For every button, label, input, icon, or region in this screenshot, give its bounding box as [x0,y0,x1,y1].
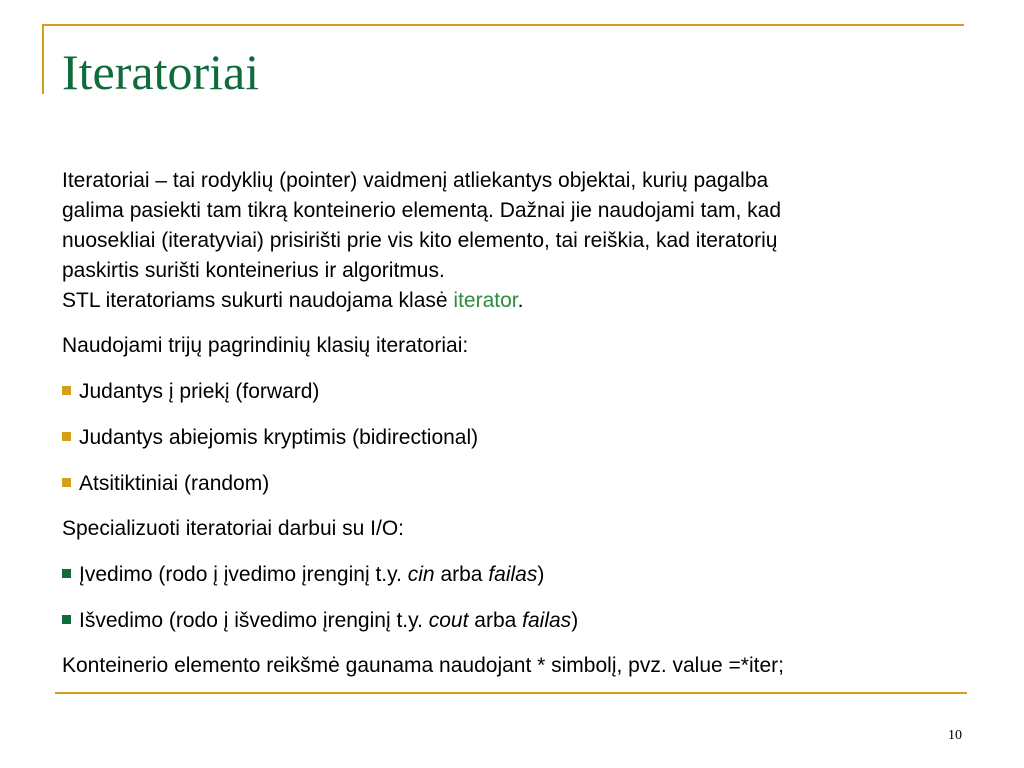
input-suffix: ) [537,563,545,586]
input-prefix: Įvedimo (rodo į įvedimo įrenginį t.y. [79,563,408,586]
slide-content [62,166,962,681]
stl-class-name: iterator [453,289,518,312]
page-number: 10 [948,728,962,743]
intro-line-4: paskirtis surišti konteinerius ir algoritmus. [62,259,445,282]
list-item [62,469,962,499]
input-middle: arba [434,563,489,586]
frame-top-line [42,24,964,26]
square-bullet-icon [62,478,71,487]
stl-line [62,286,962,316]
io-types-heading: Specializuoti iteratoriai darbui su I/O: [62,517,404,540]
list-item-text: Judantys į priekį (forward) [79,380,320,403]
intro-line-2: galima pasiekti tam tikrą konteinerio elementą. Dažnai jie naudojami tam, kad [62,199,782,222]
input-file: failas [488,563,538,586]
frame-bottom-line [55,692,967,694]
output-file: failas [522,609,572,632]
output-prefix: Išvedimo (rodo į išvedimo įrenginį t.y. [79,609,429,632]
square-bullet-icon [62,386,71,395]
square-bullet-icon [62,432,71,441]
stl-suffix: . [517,289,524,312]
list-item-text: Judantys abiejomis kryptimis (bidirectional) [79,426,479,449]
stl-prefix: STL iteratoriams sukurti naudojama klasė [62,289,454,312]
list-item [62,377,962,407]
list-item [62,423,962,453]
square-bullet-icon [62,569,71,578]
list-item-text [79,560,544,590]
list-item-text [79,606,578,636]
output-suffix: ) [571,609,579,632]
list-item [62,560,962,590]
list-item [62,606,962,636]
intro-line-1: Iteratoriai – tai rodyklių (pointer) vaidmenį atliekantys objektai, kurių pagalba [62,169,769,192]
output-device: cout [428,609,469,632]
main-types-heading: Naudojami trijų pagrindinių klasių iteratoriai: [62,334,469,357]
output-middle: arba [468,609,523,632]
footer-note: Konteinerio elemento reikšmė gaunama naudojant * simbolį, pvz. value =*iter; [62,654,784,677]
input-device: cin [407,563,435,586]
frame-left-line [42,24,44,94]
slide-title: Iteratoriai [62,44,260,100]
list-item-text: Atsitiktiniai (random) [79,472,270,495]
square-bullet-icon [62,615,71,624]
intro-line-3: nuosekliai (iteratyviai) prisirišti prie vis kito elemento, tai reiškia, kad iteratorių [62,229,778,252]
